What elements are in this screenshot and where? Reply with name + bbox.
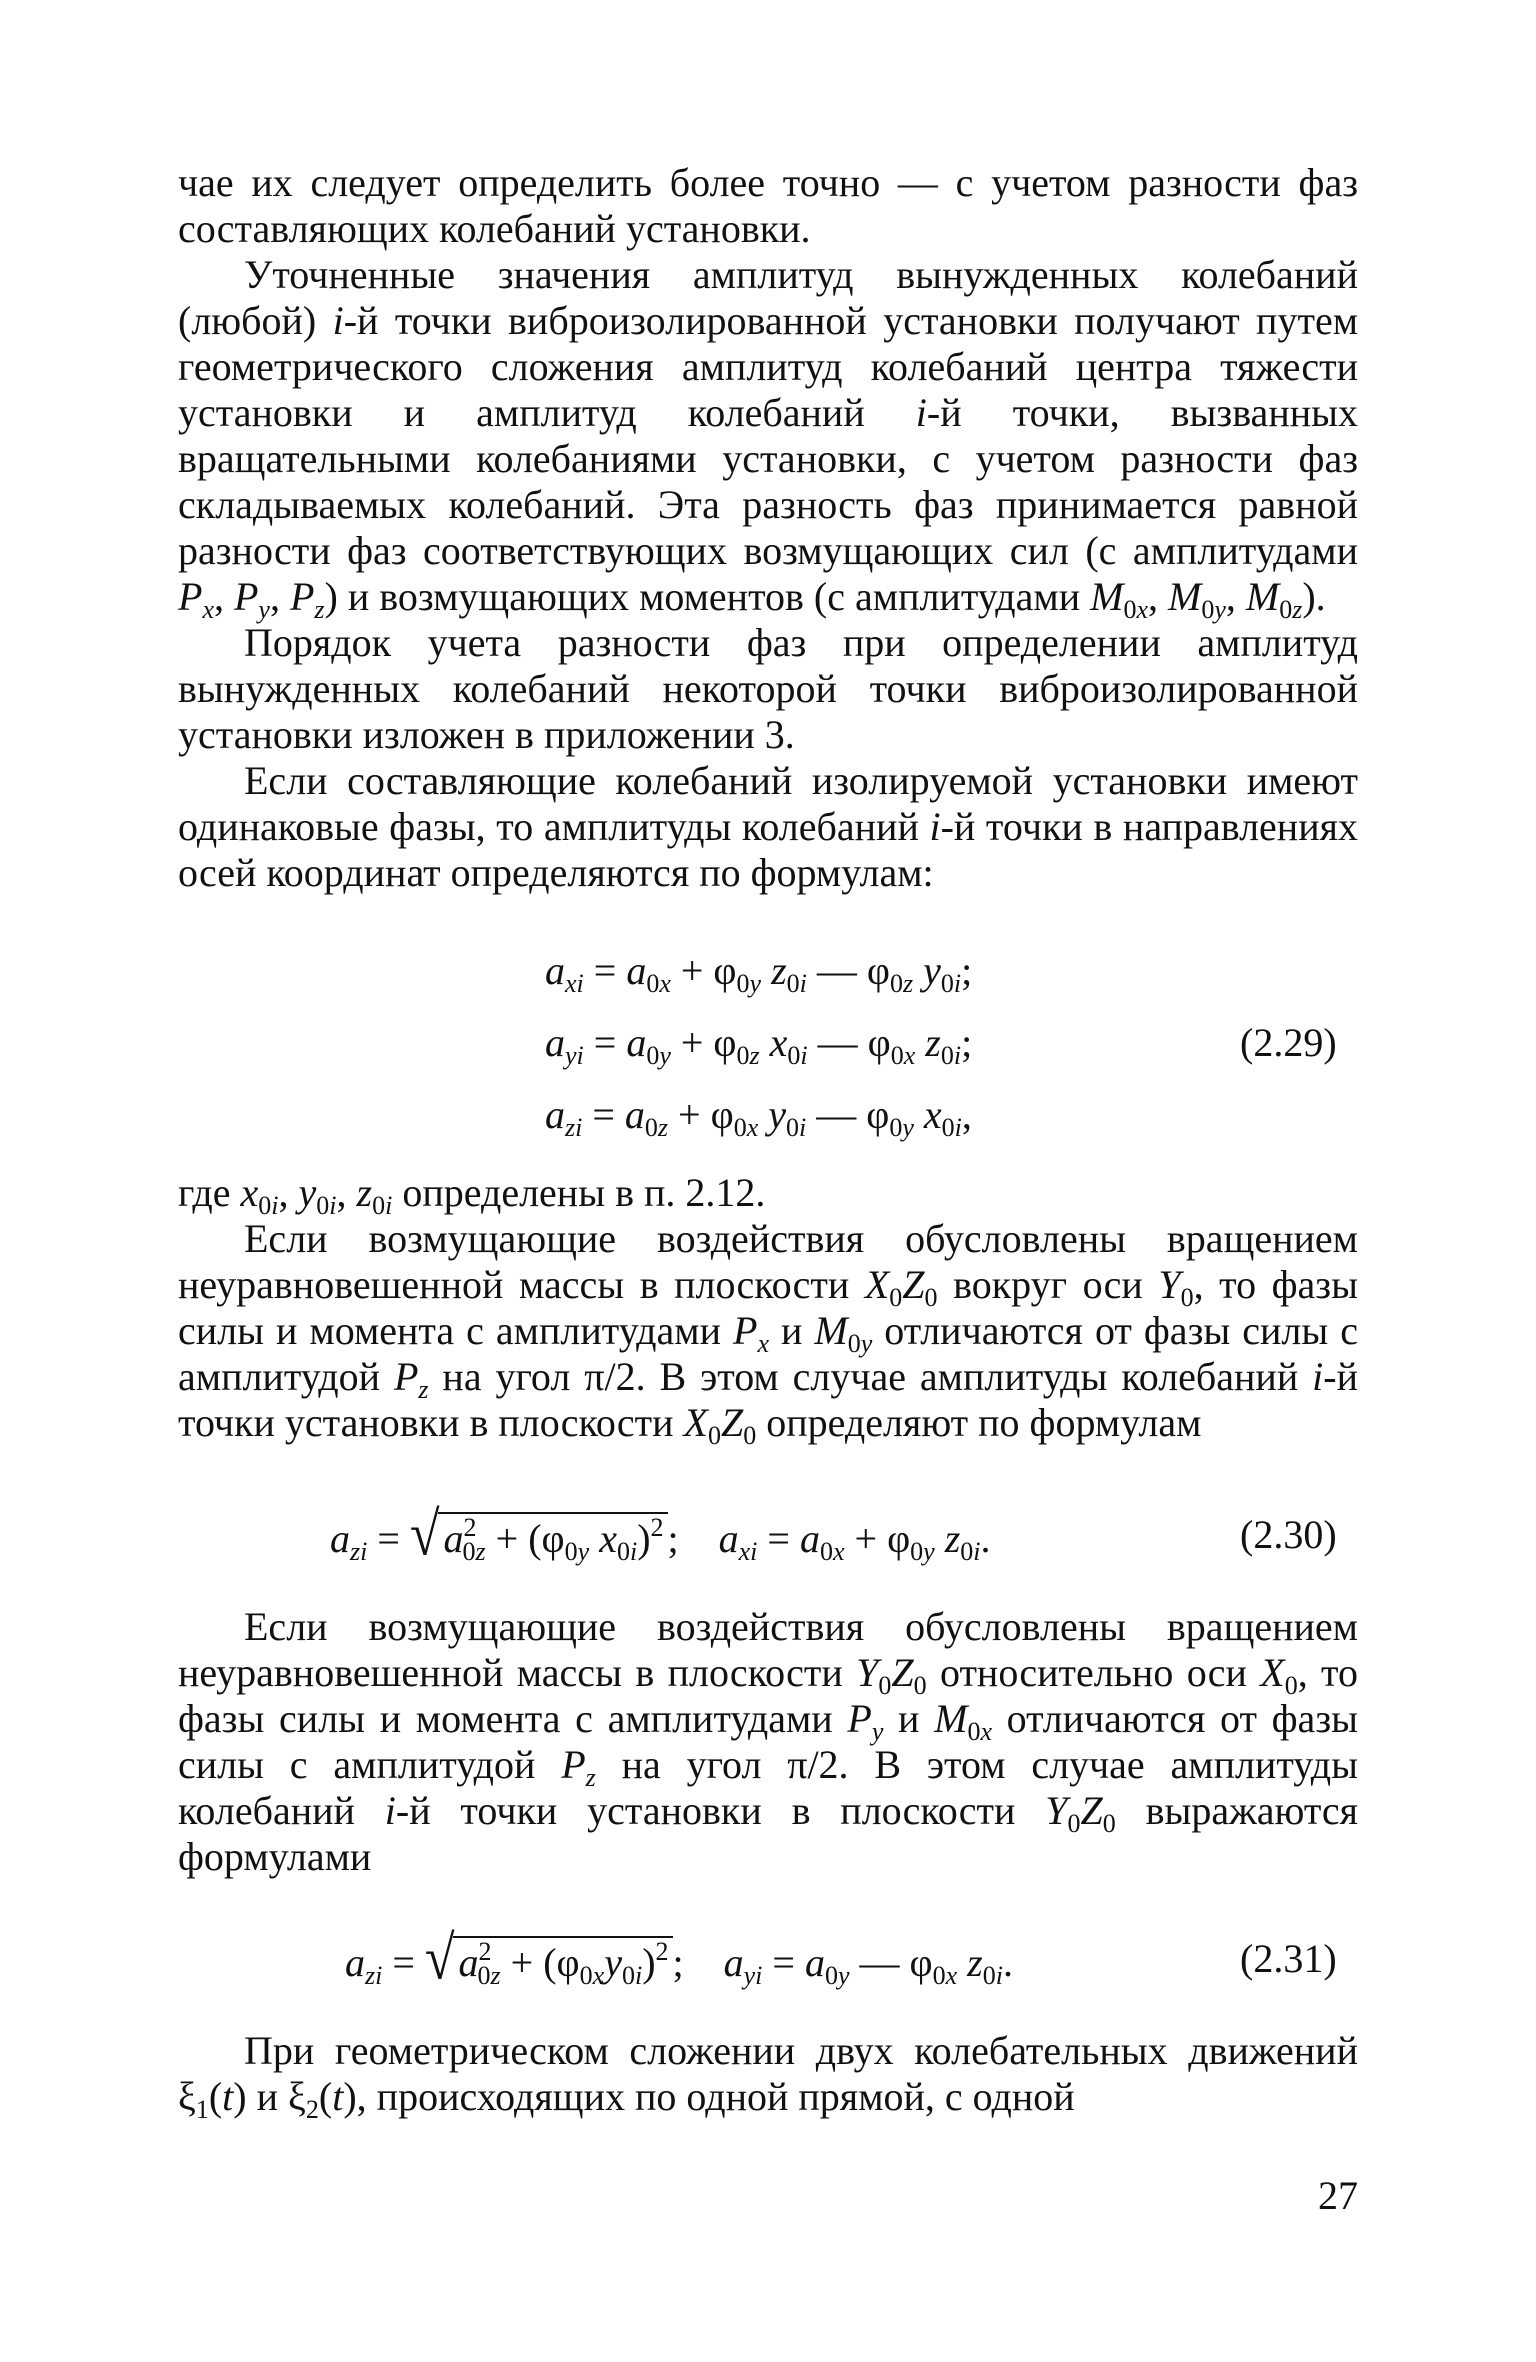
text-column — [178, 160, 1358, 896]
paragraph-4: Если составляющие колебаний изолируемой установки имеют одинаковые фазы, то амплитуды колебаний i-й точки в направлениях осей координат определяются по формулам: — [178, 758, 1358, 895]
equation-number-2-31: (2.31) — [1240, 1936, 1337, 1981]
formula-2-31: $a_{zi}$ = √ $a^2_{0z} + (\varphi_{0x}y_{0i})^2$ ; $a_{yi} = a_{0y}$ — $\varphi_{0x}$ $z_{0i}$. — [345, 1923, 1013, 1993]
formula-2-29-line-1: $a_{xi} = a_{0x} + \varphi_{0y}$ $z_{0i}$ — $\varphi_{0z}$ $y_{0i}$; — [545, 948, 973, 998]
text-column-3 — [178, 1604, 1358, 1880]
page-number: 27 — [1318, 2173, 1358, 2218]
equation-number-2-30: (2.30) — [1240, 1512, 1337, 1557]
paragraph-2: Уточненные значения амплитуд вынужденных колебаний (любой) i-й точки виброизолированной установки получают путем геометрического сложения амплитуд колебаний центра тяжести установки и амплитуд колебаний i-й точки, вызванных вращательными колебаниями установки, с учетом разности фаз складываемых колебаний. Эта разность фаз принимается равной разности фаз соответствующих возмущающих сил (с амплитудами $P_x$, $P_y$, $P_z$) и возмущающих моментов (с амплитудами $M_{0x}$, $M_{0y}$, $M_{0z}$). — [178, 252, 1359, 624]
paragraph-5: где $x_{0i}$, $y_{0i}$, $z_{0i}$ определены в п. 2.12. — [178, 1170, 766, 1220]
paragraph-3: Порядок учета разности фаз при определении амплитуд вынужденных колебаний некоторой точки виброизолированной установки изложен в приложении 3. — [178, 620, 1358, 757]
formula-2-29-line-3: $a_{zi} = a_{0z} + \varphi_{0x}$ $y_{0i}$ — $\varphi_{0y}$ $x_{0i}$, — [545, 1092, 972, 1142]
paragraph-6: Если возмущающие воздействия обусловлены вращением неуравновешенной массы в плоскости $X_0Z_0$ вокруг оси $Y_0$, то фазы силы и момента с амплитудами $P_x$ и $M_{0y}$ отличаются от фазы силы с амплитудой $P_z$ на угол π/2. В этом случае амплитуды колебаний i-й точки установки в плоскости $X_0Z_0$ определяют по формулам — [178, 1216, 1359, 1450]
paragraph-8: При геометрическом сложении двух колебательных движений $\xi_1(t)$ и $\xi_2(t)$, происходящих по одной прямой, с одной — [178, 2028, 1358, 2124]
text-column-2 — [178, 1170, 1359, 1450]
formula-2-30: $a_{zi}$ = √ $a^2_{0z} + (\varphi_{0y}$ $x_{0i})^2$ ; $a_{xi} = a_{0x} + \varphi_{0y}$ $z_{0i}$. — [330, 1499, 991, 1569]
equation-number-2-29: (2.29) — [1240, 1020, 1337, 1065]
text-column-4 — [178, 2028, 1358, 2124]
formula-2-29-line-2: $a_{yi} = a_{0y} + \varphi_{0z}$ $x_{0i}$ — $\varphi_{0x}$ $z_{0i}$; — [545, 1020, 973, 1070]
paragraph-7: Если возмущающие воздействия обусловлены вращением неуравновешенной массы в плоскости $Y_0Z_0$ относительно оси $X_0$, то фазы силы и момента с амплитудами $P_y$ и $M_{0x}$ отличаются от фазы силы с амплитудой $P_z$ на угол π/2. В этом случае амплитуды колебаний i-й точки установки в плоскости $Y_0Z_0$ выражаются формулами — [178, 1604, 1359, 1879]
paragraph-1: чае их следует определить более точно — с учетом разности фаз составляющих колебаний установки. — [178, 160, 1358, 251]
